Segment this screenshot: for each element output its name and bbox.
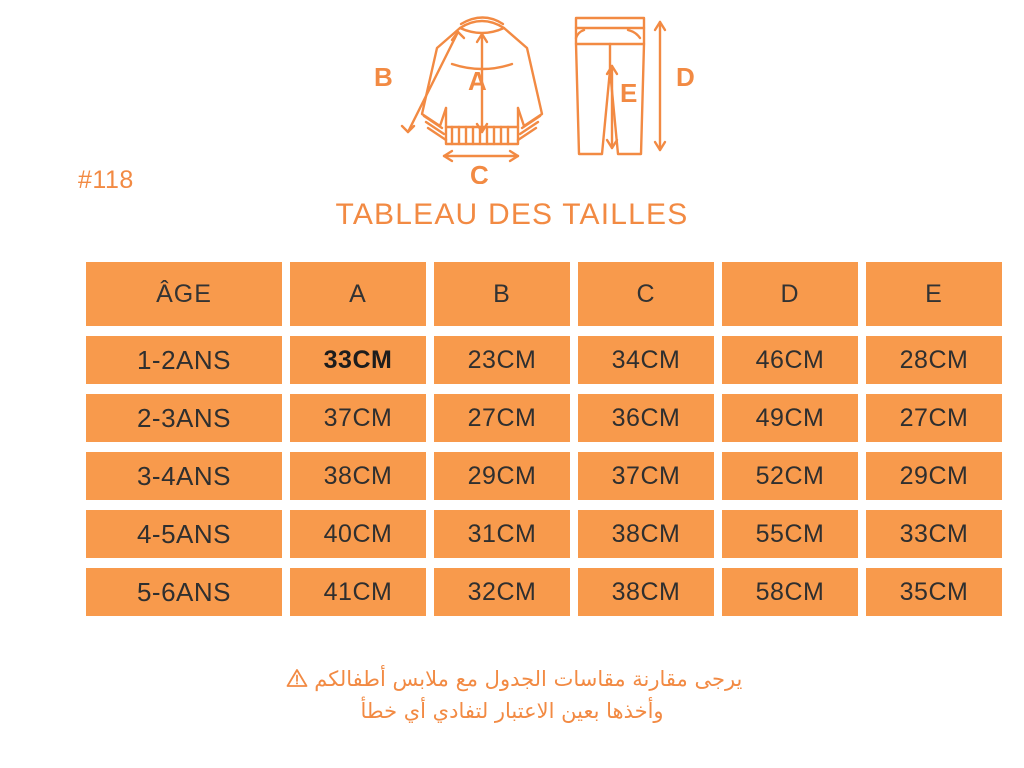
cell-b: 32CM bbox=[434, 568, 570, 616]
page-title: TABLEAU DES TAILLES bbox=[335, 198, 689, 231]
table-header-row bbox=[86, 262, 1002, 326]
illustration-label-c: C bbox=[470, 160, 489, 184]
illustration-label-d: D bbox=[676, 62, 695, 92]
cell-c: 38CM bbox=[578, 568, 714, 616]
column-header-age: ÂGE bbox=[86, 262, 282, 326]
cell-b: 29CM bbox=[434, 452, 570, 500]
cell-b: 27CM bbox=[434, 394, 570, 442]
table-row bbox=[86, 394, 1002, 442]
cell-d: 55CM bbox=[722, 510, 858, 558]
illustration-label-b: B bbox=[374, 62, 393, 92]
illustration-label-a: A bbox=[468, 66, 487, 96]
cell-e: 35CM bbox=[866, 568, 1002, 616]
garment-illustration bbox=[360, 4, 740, 184]
table-header bbox=[86, 262, 1002, 326]
table-body bbox=[86, 336, 1002, 616]
cell-e: 28CM bbox=[866, 336, 1002, 384]
table-row bbox=[86, 568, 1002, 616]
table-row bbox=[86, 336, 1002, 384]
cell-a: 41CM bbox=[290, 568, 426, 616]
cell-a: 40CM bbox=[290, 510, 426, 558]
cell-a: 38CM bbox=[290, 452, 426, 500]
column-header-d: D bbox=[722, 262, 858, 326]
cell-age: 5-6ANS bbox=[86, 568, 282, 616]
column-header-b: B bbox=[434, 262, 570, 326]
cell-a: 37CM bbox=[290, 394, 426, 442]
illustration-label-e: E bbox=[620, 78, 638, 108]
cell-b: 23CM bbox=[434, 336, 570, 384]
cell-d: 58CM bbox=[722, 568, 858, 616]
cell-age: 1-2ANS bbox=[86, 336, 282, 384]
cell-e: 27CM bbox=[866, 394, 1002, 442]
cell-e: 33CM bbox=[866, 510, 1002, 558]
footer-note-line-1 bbox=[0, 664, 1024, 696]
cell-a: 33CM bbox=[290, 336, 426, 384]
table-row bbox=[86, 510, 1002, 558]
cell-age: 2-3ANS bbox=[86, 394, 282, 442]
column-header-c: C bbox=[578, 262, 714, 326]
cell-c: 36CM bbox=[578, 394, 714, 442]
cell-d: 52CM bbox=[722, 452, 858, 500]
cell-age: 4-5ANS bbox=[86, 510, 282, 558]
cell-c: 37CM bbox=[578, 452, 714, 500]
warning-triangle-icon bbox=[286, 666, 308, 696]
footer-note bbox=[0, 664, 1024, 726]
footer-note-line-2: وأخذها بعين الاعتبار لتفادي أي خطأ bbox=[360, 699, 664, 723]
cell-age: 3-4ANS bbox=[86, 452, 282, 500]
cell-d: 49CM bbox=[722, 394, 858, 442]
table-row bbox=[86, 452, 1002, 500]
cell-d: 46CM bbox=[722, 336, 858, 384]
size-table-wrapper bbox=[78, 252, 969, 626]
size-table bbox=[78, 252, 1010, 626]
reference-code: #118 bbox=[78, 166, 134, 194]
cell-e: 29CM bbox=[866, 452, 1002, 500]
cell-c: 38CM bbox=[578, 510, 714, 558]
column-header-a: A bbox=[290, 262, 426, 326]
footer-note-text-1: يرجى مقارنة مقاسات الجدول مع ملابس أطفالكم bbox=[314, 667, 743, 691]
cell-c: 34CM bbox=[578, 336, 714, 384]
cell-b: 31CM bbox=[434, 510, 570, 558]
column-header-e: E bbox=[866, 262, 1002, 326]
